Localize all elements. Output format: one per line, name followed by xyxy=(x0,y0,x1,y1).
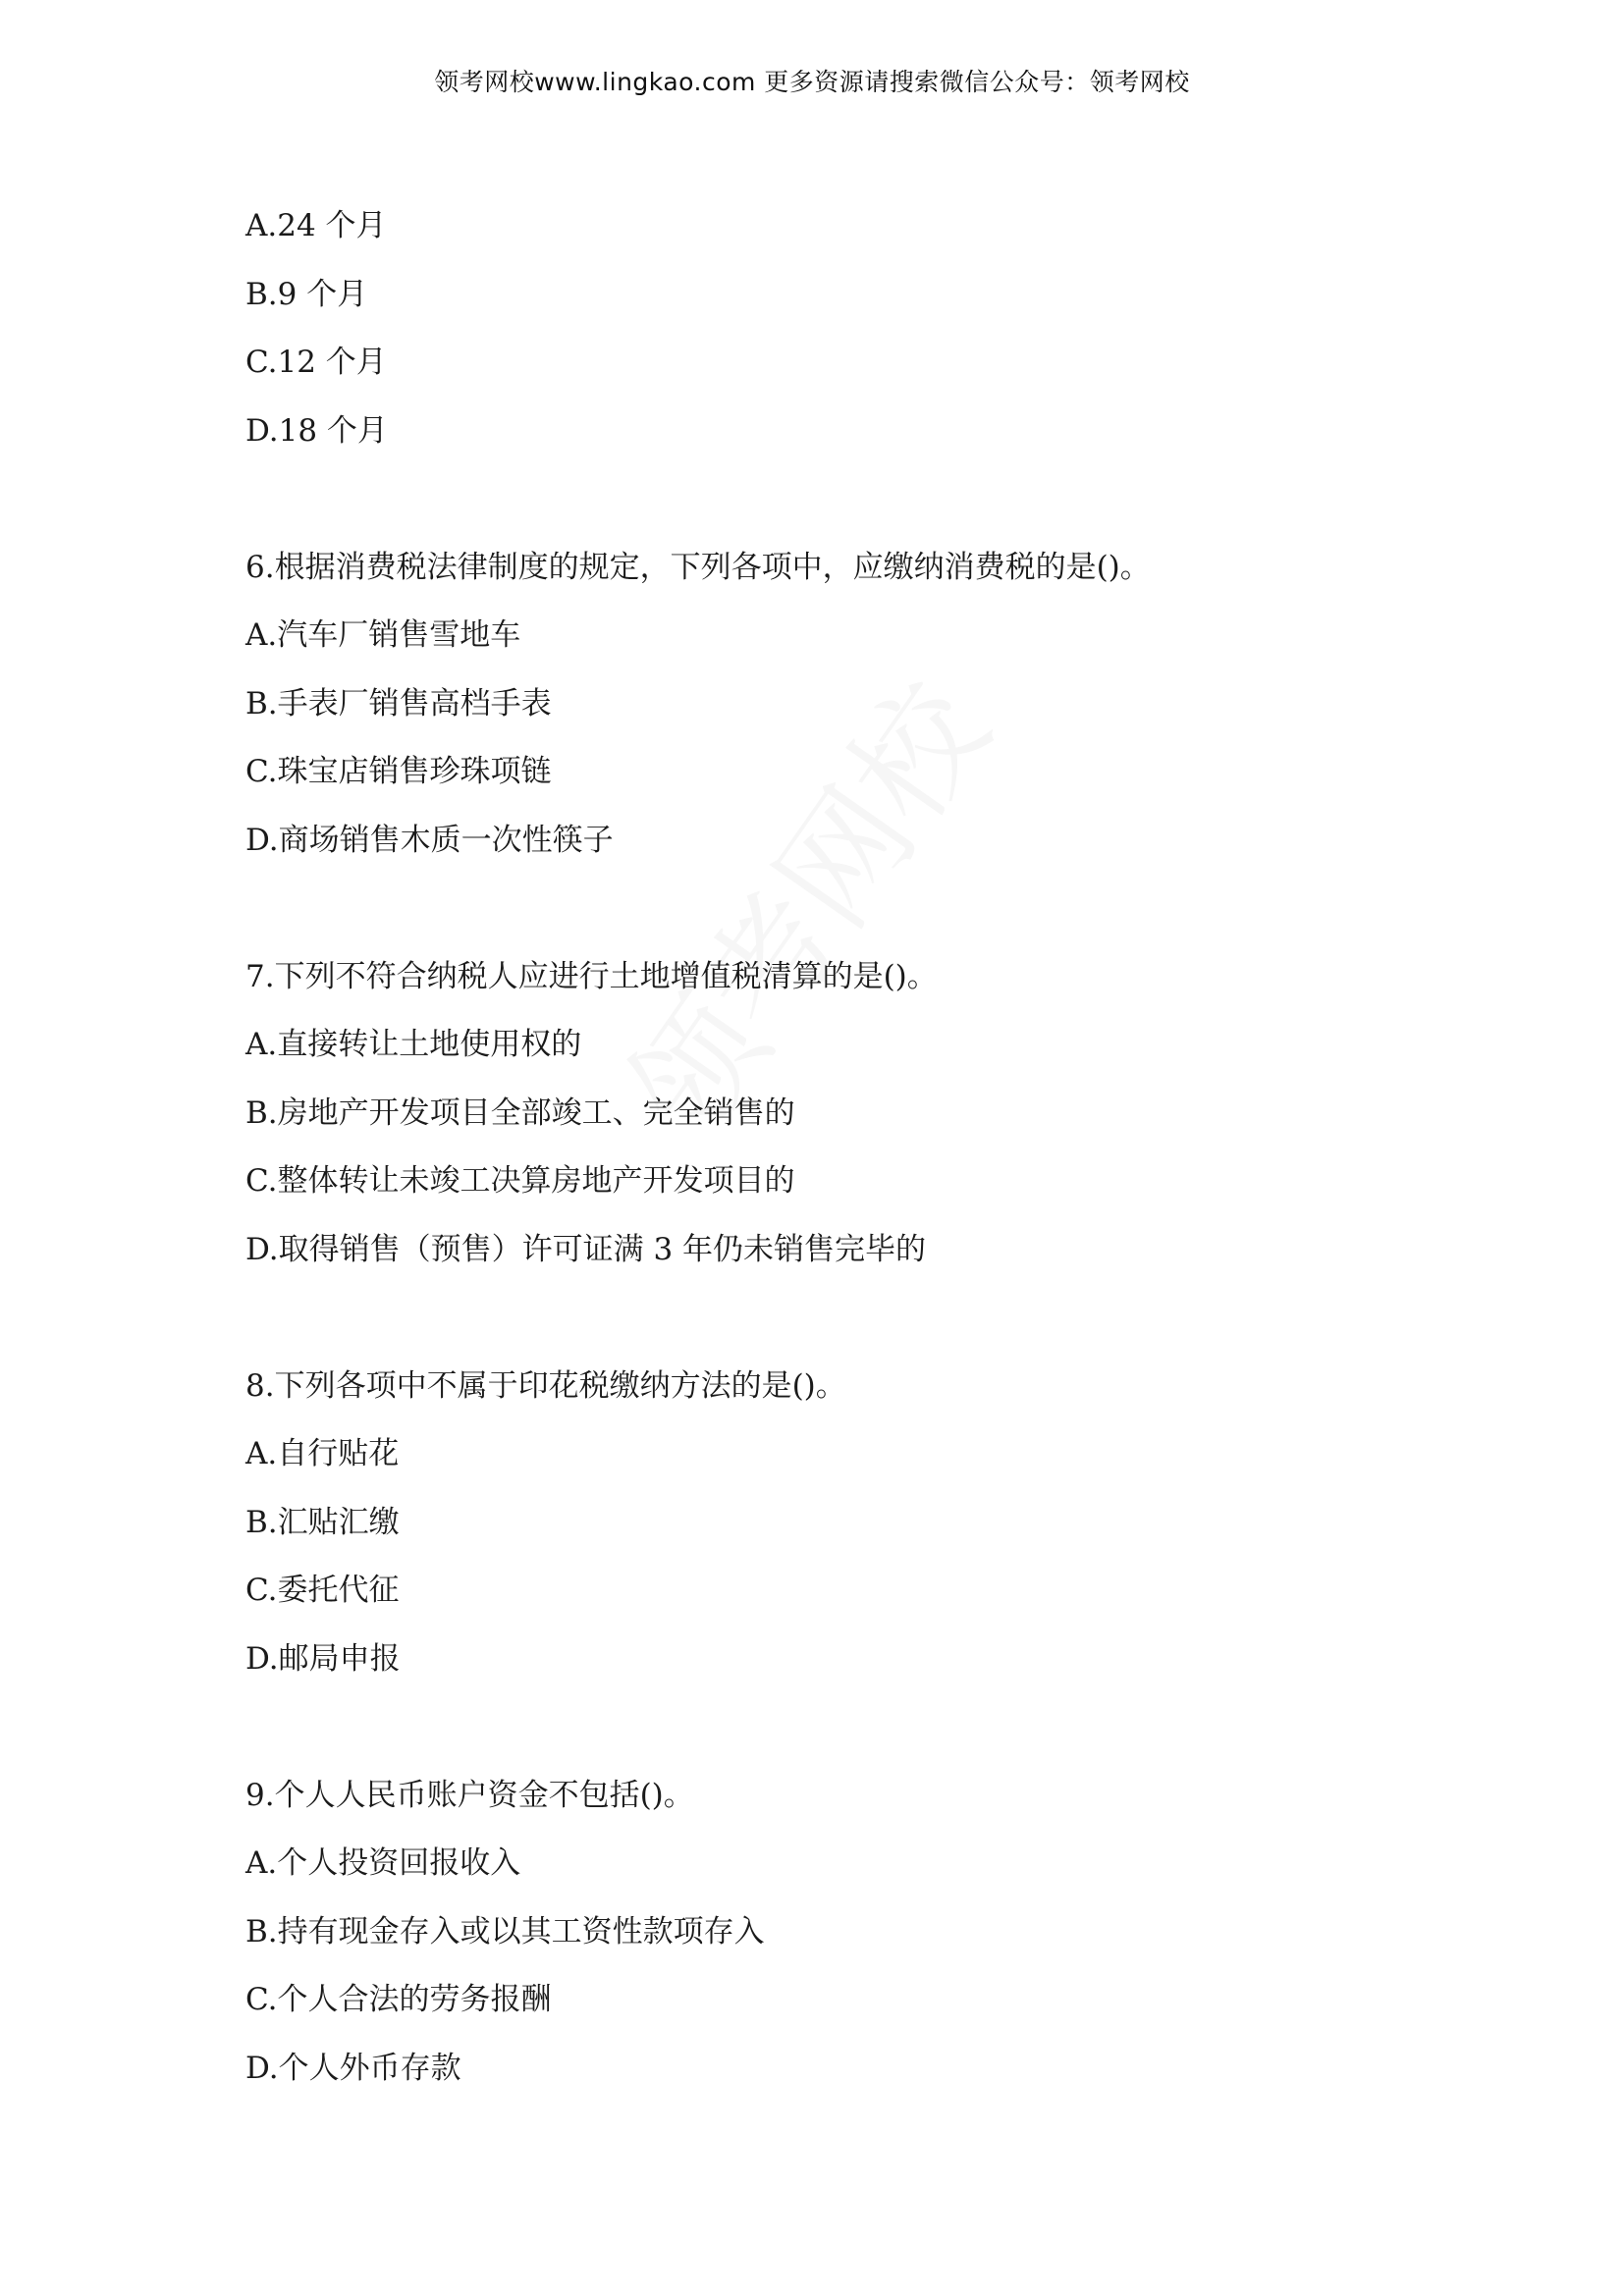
option-c: C.个人合法的劳务报酬 xyxy=(245,1982,552,2017)
option-b: B.手表厂销售高档手表 xyxy=(245,685,552,721)
option-b: B.汇贴汇缴 xyxy=(245,1504,400,1540)
spacer xyxy=(245,875,1473,943)
option-a: A.直接转让土地使用权的 xyxy=(245,1027,582,1062)
question-block xyxy=(245,943,1473,1285)
question-stem: 9.个人人民币账户资金不包括()。 xyxy=(245,1777,694,1813)
spacer xyxy=(245,1284,1473,1353)
option-d: D.个人外币存款 xyxy=(245,2050,461,2086)
option-b: B.持有现金存入或以其工资性款项存入 xyxy=(245,1913,765,1949)
option-a: A.汽车厂销售雪地车 xyxy=(245,617,521,653)
option-c: C.委托代征 xyxy=(245,1573,400,1608)
option-b: B.房地产开发项目全部竣工、完全销售的 xyxy=(245,1095,795,1131)
option-d: D.商场销售木质一次性筷子 xyxy=(245,822,614,858)
question-block xyxy=(245,1762,1473,2104)
question-block xyxy=(245,192,1473,465)
option-a: A.个人投资回报收入 xyxy=(245,1845,521,1881)
question-block xyxy=(245,1353,1473,1694)
document-body xyxy=(245,192,1473,2103)
option-d: D.18 个月 xyxy=(245,412,388,449)
option-d: D.取得销售（预售）许可证满 3 年仍未销售完毕的 xyxy=(245,1231,927,1267)
spacer xyxy=(245,1693,1473,1762)
option-d: D.邮局申报 xyxy=(245,1640,401,1677)
question-stem: 6.根据消费税法律制度的规定，下列各项中，应缴纳消费税的是()。 xyxy=(245,549,1151,585)
page-header: 领考网校www.lingkao.com 更多资源请搜索微信公众号：领考网校 xyxy=(434,68,1190,96)
question-stem: 8.下列各项中不属于印花税缴纳方法的是()。 xyxy=(245,1367,846,1404)
option-c: C.整体转让未竣工决算房地产开发项目的 xyxy=(245,1163,795,1199)
option-b: B.9 个月 xyxy=(245,276,368,312)
option-a: A.24 个月 xyxy=(245,208,387,243)
option-c: C.12 个月 xyxy=(245,345,387,380)
option-c: C.珠宝店销售珍珠项链 xyxy=(245,754,552,789)
question-block xyxy=(245,534,1473,876)
option-a: A.自行贴花 xyxy=(245,1436,400,1471)
spacer xyxy=(245,465,1473,534)
question-stem: 7.下列不符合纳税人应进行土地增值税清算的是()。 xyxy=(245,958,938,994)
